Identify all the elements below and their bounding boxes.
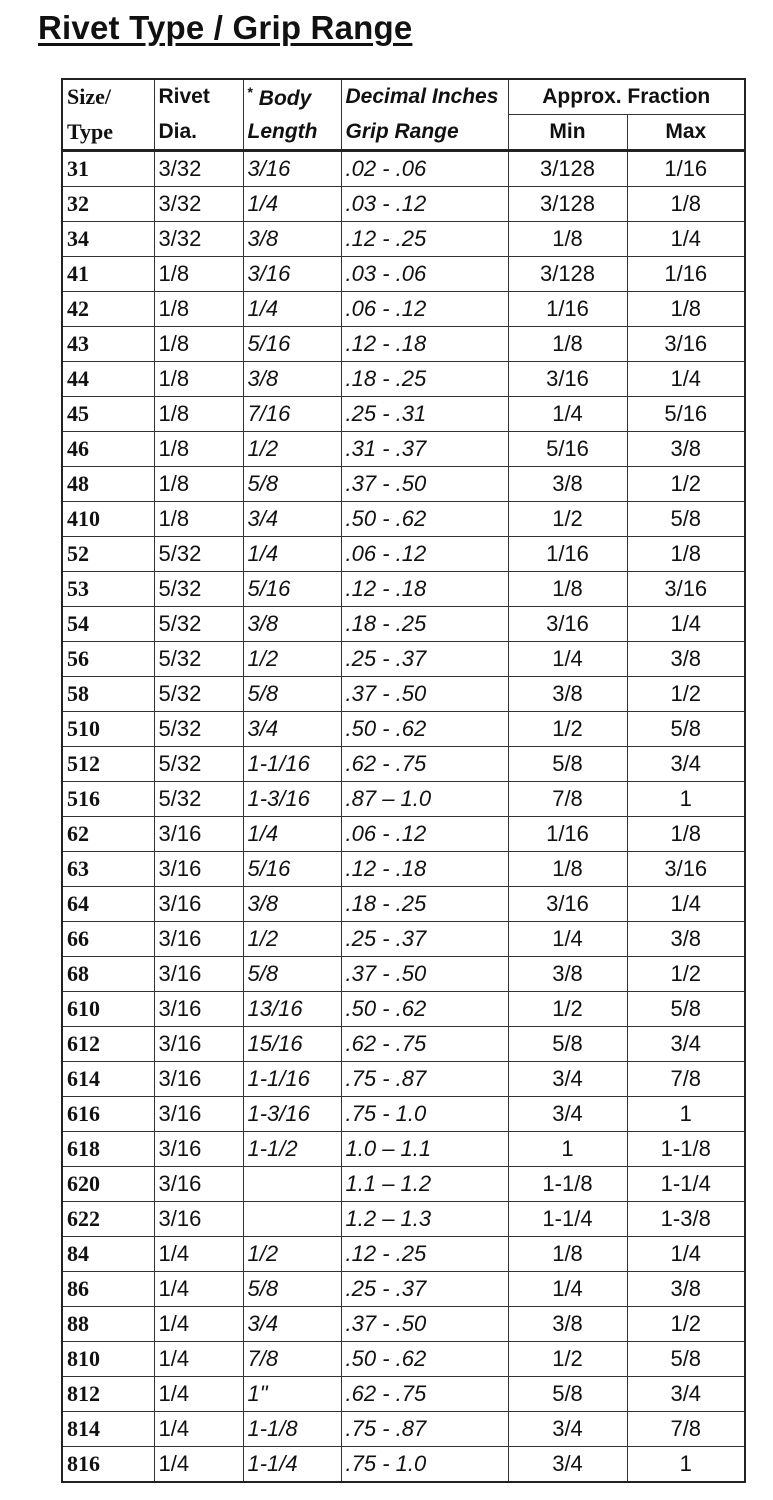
table-row [62, 1412, 745, 1447]
header-body [243, 79, 341, 115]
cell-rivet-dia: 3/32 [154, 187, 243, 222]
cell-type: 810 [62, 1342, 154, 1377]
cell-grip-range: .06 - .12 [341, 292, 508, 327]
table-row [62, 677, 745, 712]
cell-type: 34 [62, 222, 154, 257]
table-body [62, 151, 745, 1483]
cell-type: 816 [62, 1447, 154, 1483]
cell-min: 1/4 [508, 397, 627, 432]
cell-type: 58 [62, 677, 154, 712]
header-type: Type [62, 115, 154, 151]
cell-rivet-dia: 1/4 [154, 1342, 243, 1377]
cell-type: 44 [62, 362, 154, 397]
cell-max: 1/8 [627, 187, 745, 222]
cell-rivet-dia: 1/4 [154, 1412, 243, 1447]
table-row [62, 607, 745, 642]
grip-range-table [61, 78, 746, 1483]
cell-rivet-dia: 3/16 [154, 992, 243, 1027]
cell-min: 1/16 [508, 292, 627, 327]
cell-min: 1/4 [508, 922, 627, 957]
table-row [62, 1342, 745, 1377]
cell-body-length [243, 1202, 341, 1237]
table-row [62, 642, 745, 677]
cell-max: 1/4 [627, 222, 745, 257]
cell-type: 56 [62, 642, 154, 677]
cell-max: 3/8 [627, 1272, 745, 1307]
cell-max: 3/8 [627, 432, 745, 467]
header-length: Length [243, 115, 341, 151]
table-row [62, 712, 745, 747]
table-row [62, 537, 745, 572]
cell-body-length: 13/16 [243, 992, 341, 1027]
cell-max: 1/4 [627, 1237, 745, 1272]
cell-min: 7/8 [508, 782, 627, 817]
cell-type: 41 [62, 257, 154, 292]
cell-grip-range: .62 - .75 [341, 747, 508, 782]
cell-grip-range: .75 - .87 [341, 1062, 508, 1097]
cell-grip-range: 1.0 – 1.1 [341, 1132, 508, 1167]
cell-grip-range: .37 - .50 [341, 1307, 508, 1342]
cell-rivet-dia: 3/32 [154, 151, 243, 187]
table-row [62, 1377, 745, 1412]
cell-min: 3/8 [508, 677, 627, 712]
cell-body-length: 5/16 [243, 852, 341, 887]
cell-grip-range: .87 – 1.0 [341, 782, 508, 817]
cell-min: 1/2 [508, 1342, 627, 1377]
cell-max: 1 [627, 782, 745, 817]
cell-min: 3/4 [508, 1097, 627, 1132]
cell-grip-range: .02 - .06 [341, 151, 508, 187]
cell-rivet-dia: 1/8 [154, 362, 243, 397]
cell-min: 3/4 [508, 1412, 627, 1447]
cell-min: 5/8 [508, 747, 627, 782]
cell-type: 610 [62, 992, 154, 1027]
cell-grip-range: 1.2 – 1.3 [341, 1202, 508, 1237]
cell-grip-range: .25 - .37 [341, 1272, 508, 1307]
cell-body-length: 1-3/16 [243, 1097, 341, 1132]
table-row [62, 957, 745, 992]
cell-min: 1/2 [508, 712, 627, 747]
cell-rivet-dia: 3/16 [154, 957, 243, 992]
cell-body-length: 1/2 [243, 642, 341, 677]
cell-body-length: 1/4 [243, 292, 341, 327]
cell-min: 3/128 [508, 187, 627, 222]
header-rivet: Rivet [154, 79, 243, 115]
cell-type: 88 [62, 1307, 154, 1342]
table-row [62, 992, 745, 1027]
cell-max: 1-1/8 [627, 1132, 745, 1167]
table-row [62, 292, 745, 327]
cell-max: 1/4 [627, 887, 745, 922]
cell-body-length: 1-1/8 [243, 1412, 341, 1447]
cell-rivet-dia: 3/16 [154, 852, 243, 887]
cell-max: 3/16 [627, 572, 745, 607]
cell-grip-range: .25 - .37 [341, 642, 508, 677]
cell-body-length [243, 1167, 341, 1202]
cell-type: 614 [62, 1062, 154, 1097]
cell-type: 31 [62, 151, 154, 187]
table-row [62, 1132, 745, 1167]
cell-rivet-dia: 1/8 [154, 257, 243, 292]
cell-max: 1/2 [627, 957, 745, 992]
cell-min: 1/8 [508, 222, 627, 257]
cell-min: 1/4 [508, 642, 627, 677]
cell-type: 618 [62, 1132, 154, 1167]
cell-max: 1/8 [627, 292, 745, 327]
table-row [62, 782, 745, 817]
cell-type: 812 [62, 1377, 154, 1412]
cell-rivet-dia: 3/32 [154, 222, 243, 257]
cell-max: 1-3/8 [627, 1202, 745, 1237]
table-row [62, 1202, 745, 1237]
cell-body-length: 7/8 [243, 1342, 341, 1377]
cell-body-length: 5/16 [243, 327, 341, 362]
cell-body-length: 3/4 [243, 712, 341, 747]
cell-body-length: 3/8 [243, 222, 341, 257]
cell-min: 3/8 [508, 957, 627, 992]
cell-max: 3/4 [627, 1377, 745, 1412]
cell-grip-range: .06 - .12 [341, 537, 508, 572]
cell-rivet-dia: 3/16 [154, 1167, 243, 1202]
cell-grip-range: .12 - .18 [341, 327, 508, 362]
cell-body-length: 5/8 [243, 467, 341, 502]
cell-rivet-dia: 1/4 [154, 1307, 243, 1342]
header-body-label: Body [258, 86, 312, 110]
cell-grip-range: .12 - .18 [341, 572, 508, 607]
cell-grip-range: .62 - .75 [341, 1377, 508, 1412]
cell-max: 3/16 [627, 852, 745, 887]
cell-min: 5/8 [508, 1377, 627, 1412]
cell-min: 1/8 [508, 1237, 627, 1272]
cell-min: 3/16 [508, 887, 627, 922]
table-row [62, 1237, 745, 1272]
cell-max: 1/4 [627, 362, 745, 397]
cell-grip-range: .50 - .62 [341, 502, 508, 537]
cell-grip-range: .37 - .50 [341, 677, 508, 712]
cell-rivet-dia: 1/8 [154, 432, 243, 467]
cell-max: 5/8 [627, 992, 745, 1027]
cell-max: 1-1/4 [627, 1167, 745, 1202]
cell-type: 45 [62, 397, 154, 432]
table-row [62, 572, 745, 607]
cell-max: 1/8 [627, 817, 745, 852]
cell-rivet-dia: 1/8 [154, 292, 243, 327]
cell-min: 1/16 [508, 817, 627, 852]
table-header [62, 79, 745, 151]
cell-grip-range: .03 - .12 [341, 187, 508, 222]
cell-grip-range: .37 - .50 [341, 467, 508, 502]
cell-min: 1/8 [508, 852, 627, 887]
header-max: Max [627, 115, 745, 151]
cell-rivet-dia: 5/32 [154, 537, 243, 572]
cell-type: 616 [62, 1097, 154, 1132]
cell-max: 3/4 [627, 1027, 745, 1062]
cell-rivet-dia: 3/16 [154, 817, 243, 852]
cell-body-length: 5/8 [243, 1272, 341, 1307]
cell-grip-range: .12 - .18 [341, 852, 508, 887]
cell-min: 1/2 [508, 992, 627, 1027]
header-dia: Dia. [154, 115, 243, 151]
cell-type: 84 [62, 1237, 154, 1272]
cell-type: 68 [62, 957, 154, 992]
cell-body-length: 1/4 [243, 537, 341, 572]
table-row [62, 397, 745, 432]
cell-body-length: 1/4 [243, 187, 341, 222]
cell-type: 53 [62, 572, 154, 607]
cell-min: 3/16 [508, 362, 627, 397]
cell-rivet-dia: 5/32 [154, 677, 243, 712]
cell-body-length: 3/16 [243, 257, 341, 292]
cell-min: 3/128 [508, 151, 627, 187]
page-title: Rivet Type / Grip Range [38, 9, 413, 46]
cell-rivet-dia: 1/8 [154, 327, 243, 362]
cell-rivet-dia: 1/4 [154, 1377, 243, 1412]
cell-rivet-dia: 1/8 [154, 502, 243, 537]
cell-max: 1/2 [627, 467, 745, 502]
cell-type: 52 [62, 537, 154, 572]
cell-type: 48 [62, 467, 154, 502]
cell-rivet-dia: 1/8 [154, 397, 243, 432]
table-row [62, 222, 745, 257]
table-row [62, 1307, 745, 1342]
table-row [62, 1027, 745, 1062]
table-row [62, 1097, 745, 1132]
cell-max: 3/16 [627, 327, 745, 362]
cell-max: 1/8 [627, 537, 745, 572]
table-row [62, 852, 745, 887]
cell-type: 42 [62, 292, 154, 327]
cell-min: 1/8 [508, 327, 627, 362]
cell-type: 66 [62, 922, 154, 957]
cell-body-length: 5/8 [243, 677, 341, 712]
cell-body-length: 3/16 [243, 151, 341, 187]
table-row [62, 1167, 745, 1202]
cell-body-length: 3/8 [243, 887, 341, 922]
cell-min: 3/128 [508, 257, 627, 292]
cell-grip-range: .18 - .25 [341, 362, 508, 397]
cell-rivet-dia: 3/16 [154, 1027, 243, 1062]
cell-body-length: 1-3/16 [243, 782, 341, 817]
cell-body-length: 3/8 [243, 607, 341, 642]
table-row [62, 467, 745, 502]
table-row [62, 817, 745, 852]
cell-body-length: 5/8 [243, 957, 341, 992]
table-row [62, 747, 745, 782]
table-row [62, 362, 745, 397]
cell-type: 64 [62, 887, 154, 922]
cell-max: 5/8 [627, 502, 745, 537]
cell-max: 5/8 [627, 1342, 745, 1377]
cell-max: 3/8 [627, 642, 745, 677]
cell-min: 1 [508, 1132, 627, 1167]
cell-grip-range: 1.1 – 1.2 [341, 1167, 508, 1202]
cell-max: 1/16 [627, 257, 745, 292]
table-row [62, 887, 745, 922]
cell-rivet-dia: 3/16 [154, 1202, 243, 1237]
table-row [62, 432, 745, 467]
header-body-asterisk: * [247, 83, 253, 100]
cell-grip-range: .25 - .31 [341, 397, 508, 432]
cell-grip-range: .12 - .25 [341, 1237, 508, 1272]
cell-min: 3/4 [508, 1447, 627, 1483]
cell-type: 46 [62, 432, 154, 467]
cell-rivet-dia: 3/16 [154, 922, 243, 957]
cell-rivet-dia: 5/32 [154, 782, 243, 817]
cell-body-length: 3/4 [243, 502, 341, 537]
cell-body-length: 3/4 [243, 1307, 341, 1342]
cell-body-length: 1-1/16 [243, 1062, 341, 1097]
cell-max: 5/8 [627, 712, 745, 747]
cell-min: 3/16 [508, 607, 627, 642]
cell-body-length: 1-1/4 [243, 1447, 341, 1483]
cell-rivet-dia: 1/4 [154, 1237, 243, 1272]
cell-type: 54 [62, 607, 154, 642]
cell-rivet-dia: 1/8 [154, 467, 243, 502]
cell-min: 3/4 [508, 1062, 627, 1097]
cell-min: 1/2 [508, 502, 627, 537]
cell-rivet-dia: 3/16 [154, 1062, 243, 1097]
cell-rivet-dia: 5/32 [154, 607, 243, 642]
table-row [62, 257, 745, 292]
cell-rivet-dia: 5/32 [154, 642, 243, 677]
cell-grip-range: .37 - .50 [341, 957, 508, 992]
cell-grip-range: .50 - .62 [341, 1342, 508, 1377]
cell-grip-range: .50 - .62 [341, 992, 508, 1027]
table-row [62, 502, 745, 537]
cell-type: 43 [62, 327, 154, 362]
cell-body-length: 1" [243, 1377, 341, 1412]
header-grip-range: Grip Range [341, 115, 508, 151]
table-row [62, 1447, 745, 1483]
cell-min: 5/16 [508, 432, 627, 467]
cell-max: 3/4 [627, 747, 745, 782]
cell-body-length: 1/2 [243, 432, 341, 467]
cell-grip-range: .31 - .37 [341, 432, 508, 467]
cell-grip-range: .03 - .06 [341, 257, 508, 292]
cell-body-length: 1-1/16 [243, 747, 341, 782]
cell-max: 7/8 [627, 1062, 745, 1097]
cell-min: 5/8 [508, 1027, 627, 1062]
table-row [62, 1062, 745, 1097]
cell-max: 1/4 [627, 607, 745, 642]
cell-grip-range: .25 - .37 [341, 922, 508, 957]
table-row [62, 187, 745, 222]
table-row [62, 327, 745, 362]
cell-type: 512 [62, 747, 154, 782]
cell-type: 622 [62, 1202, 154, 1237]
cell-max: 1 [627, 1097, 745, 1132]
header-approx-fraction: Approx. Fraction [508, 79, 745, 115]
cell-grip-range: .62 - .75 [341, 1027, 508, 1062]
cell-rivet-dia: 5/32 [154, 572, 243, 607]
cell-type: 410 [62, 502, 154, 537]
cell-grip-range: .12 - .25 [341, 222, 508, 257]
cell-type: 516 [62, 782, 154, 817]
cell-rivet-dia: 1/4 [154, 1447, 243, 1483]
cell-rivet-dia: 1/4 [154, 1272, 243, 1307]
cell-body-length: 15/16 [243, 1027, 341, 1062]
cell-rivet-dia: 5/32 [154, 712, 243, 747]
cell-type: 62 [62, 817, 154, 852]
cell-min: 1-1/8 [508, 1167, 627, 1202]
cell-max: 7/8 [627, 1412, 745, 1447]
cell-body-length: 1-1/2 [243, 1132, 341, 1167]
cell-body-length: 1/2 [243, 922, 341, 957]
cell-min: 1-1/4 [508, 1202, 627, 1237]
cell-rivet-dia: 3/16 [154, 1097, 243, 1132]
cell-type: 612 [62, 1027, 154, 1062]
cell-max: 1/2 [627, 677, 745, 712]
cell-type: 32 [62, 187, 154, 222]
cell-rivet-dia: 5/32 [154, 747, 243, 782]
cell-grip-range: .75 - .87 [341, 1412, 508, 1447]
cell-min: 1/16 [508, 537, 627, 572]
cell-rivet-dia: 3/16 [154, 1132, 243, 1167]
cell-max: 3/8 [627, 922, 745, 957]
cell-max: 1 [627, 1447, 745, 1483]
cell-type: 86 [62, 1272, 154, 1307]
cell-type: 620 [62, 1167, 154, 1202]
cell-grip-range: .50 - .62 [341, 712, 508, 747]
cell-rivet-dia: 3/16 [154, 887, 243, 922]
cell-min: 3/8 [508, 467, 627, 502]
cell-max: 1/2 [627, 1307, 745, 1342]
table-row [62, 922, 745, 957]
cell-grip-range: .75 - 1.0 [341, 1097, 508, 1132]
header-decimal-inches: Decimal Inches [341, 79, 508, 115]
cell-grip-range: .18 - .25 [341, 607, 508, 642]
table-row [62, 1272, 745, 1307]
cell-type: 510 [62, 712, 154, 747]
cell-body-length: 1/4 [243, 817, 341, 852]
cell-min: 1/8 [508, 572, 627, 607]
cell-body-length: 3/8 [243, 362, 341, 397]
cell-min: 3/8 [508, 1307, 627, 1342]
cell-max: 5/16 [627, 397, 745, 432]
cell-body-length: 7/16 [243, 397, 341, 432]
table-row [62, 151, 745, 187]
cell-grip-range: .06 - .12 [341, 817, 508, 852]
cell-body-length: 5/16 [243, 572, 341, 607]
cell-type: 814 [62, 1412, 154, 1447]
header-min: Min [508, 115, 627, 151]
cell-grip-range: .18 - .25 [341, 887, 508, 922]
cell-type: 63 [62, 852, 154, 887]
cell-grip-range: .75 - 1.0 [341, 1447, 508, 1483]
cell-body-length: 1/2 [243, 1237, 341, 1272]
cell-min: 1/4 [508, 1272, 627, 1307]
cell-max: 1/16 [627, 151, 745, 187]
header-size: Size/ [62, 79, 154, 115]
